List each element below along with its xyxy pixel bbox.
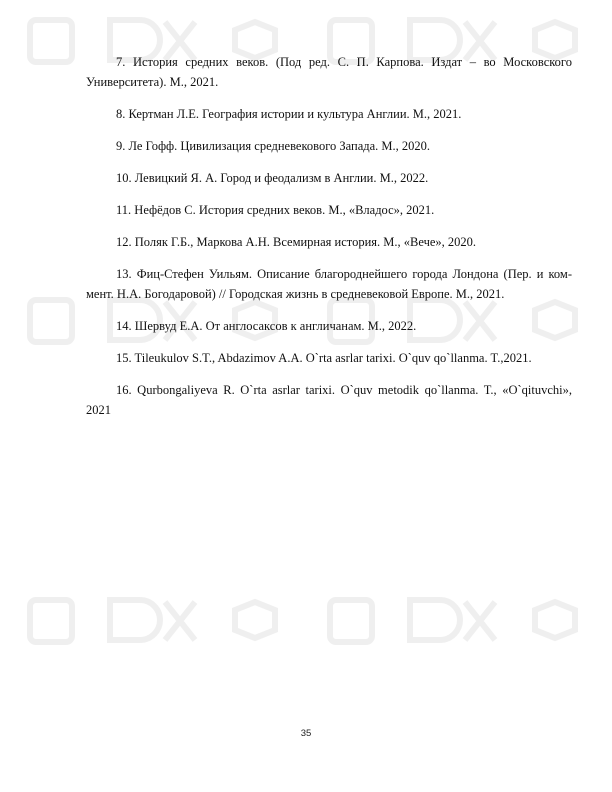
reference-item: 7. История средних веков. (Под ред. С. П. Карпова. Издат – во Московского Университета). М., 2021. <box>86 55 572 89</box>
reference-item: 16. Qurbongaliyeva R. O`rta asrlar tarixi. O`quv metodik qo`llanma. T., «O`qituvchi», 2021 <box>86 383 572 417</box>
reference-item: 11. Нефёдов С. История средних веков. М., «Владос», 2021. <box>116 203 435 217</box>
reference-list <box>86 52 572 432</box>
reference-item: 12. Поляк Г.Б., Маркова А.Н. Всемирная история. М., «Вече», 2020. <box>116 235 477 249</box>
document-watermark-icon <box>330 600 575 642</box>
reference-item: 10. Левицкий Я. А. Город и феодализм в Англии. М., 2022. <box>116 171 429 185</box>
reference-item: 9. Ле Гофф. Цивилизация средневекового Запада. М., 2020. <box>116 139 431 153</box>
reference-item: 8. Кертман Л.Е. География истории и культура Англии. М., 2021. <box>116 107 462 121</box>
page-number: 35 <box>300 728 312 739</box>
reference-item: 15. Tileukulov S.T., Abdazimov A.A. O`rta asrlar tarixi. O`quv qo`llanma. T.,2021. <box>116 351 532 365</box>
reference-item: 14. Шервуд Е.А. От англосаксов к англичанам. М., 2022. <box>116 319 417 333</box>
document-watermark-icon <box>30 600 275 642</box>
reference-item: 13. Фиц-Стефен Уильям. Описание благороднейшего города Лондона (Пер. и ком-мент. Н.А. Богодаровой) // Городская жизнь в средневековой Европе. М., 2021. <box>86 267 572 301</box>
